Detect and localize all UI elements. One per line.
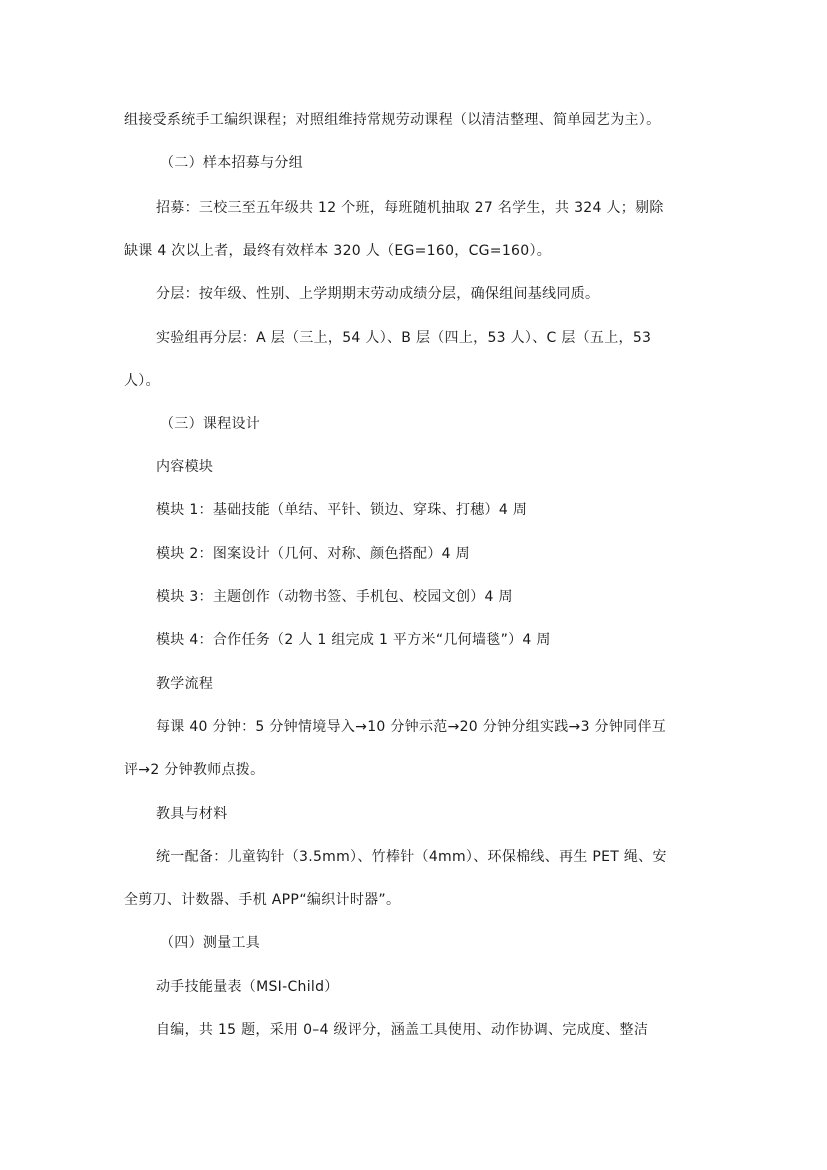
paragraph-line: 实验组再分层：A 层（三上，54 人）、B 层（四上，53 人）、C 层（五上，53 bbox=[156, 330, 652, 346]
paragraph-line: 人）。 bbox=[124, 373, 160, 389]
paragraph-line: 统一配备：儿童钩针（3.5mm）、竹棒针（4mm）、环保棉线、再生 PET 绳、安 bbox=[156, 849, 667, 865]
paragraph-line: 组接受系统手工编织课程；对照组维持常规劳动课程（以清洁整理、简单园艺为主）。 bbox=[124, 112, 661, 128]
subheading: 教具与材料 bbox=[156, 806, 228, 822]
module-line: 模块 2：图案设计（几何、对称、颜色搭配）4 周 bbox=[156, 546, 470, 562]
paragraph-line: 全剪刀、计数器、手机 APP“编织计时器”。 bbox=[124, 892, 401, 908]
paragraph-line: 分层：按年级、性别、上学期期末劳动成绩分层，确保组间基线同质。 bbox=[156, 286, 600, 302]
subheading: 动手技能量表（MSI-Child） bbox=[156, 979, 339, 995]
section-heading: （二）样本招募与分组 bbox=[160, 155, 303, 171]
paragraph-line: 招募：三校三至五年级共 12 个班，每班随机抽取 27 名学生，共 324 人；剔除 bbox=[156, 200, 664, 216]
paragraph-line: 每课 40 分钟：5 分钟情境导入→10 分钟示范→20 分钟分组实践→3 分钟同伴互 bbox=[156, 719, 667, 735]
paragraph-line: 评→2 分钟教师点拨。 bbox=[124, 762, 265, 778]
section-heading: （三）课程设计 bbox=[160, 416, 261, 432]
subheading: 教学流程 bbox=[156, 676, 214, 692]
paragraph-line: 缺课 4 次以上者，最终有效样本 320 人（EG=160，CG=160）。 bbox=[124, 243, 552, 259]
module-line: 模块 1：基础技能（单结、平针、锁边、穿珠、打穗）4 周 bbox=[156, 502, 528, 518]
paragraph-line: 自编，共 15 题，采用 0–4 级评分，涵盖工具使用、动作协调、完成度、整洁 bbox=[156, 1022, 649, 1038]
section-heading: （四）测量工具 bbox=[160, 935, 261, 951]
subheading: 内容模块 bbox=[156, 459, 214, 475]
module-line: 模块 4：合作任务（2 人 1 组完成 1 平方米“几何墙毯”）4 周 bbox=[156, 632, 551, 648]
module-line: 模块 3：主题创作（动物书签、手机包、校园文创）4 周 bbox=[156, 589, 513, 605]
